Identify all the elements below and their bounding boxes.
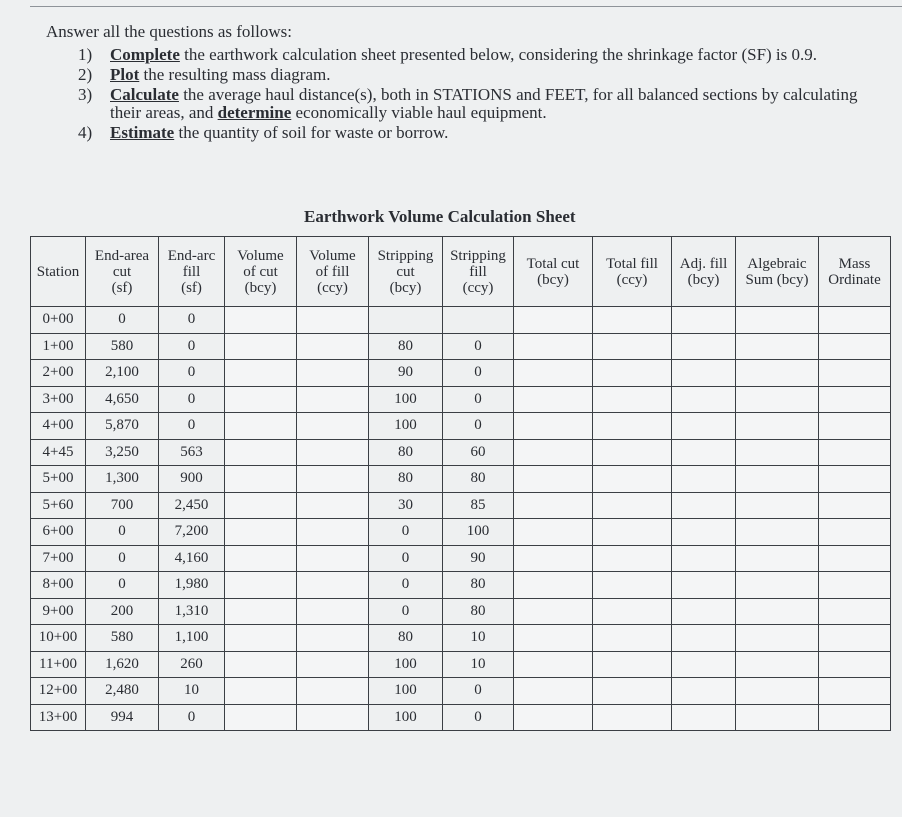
cell-cut: 994	[86, 704, 159, 731]
cell-station: 9+00	[31, 598, 86, 625]
empty-cell	[297, 598, 369, 625]
empty-cell	[225, 572, 297, 599]
empty-cell	[672, 678, 736, 705]
cell-station: 6+00	[31, 519, 86, 546]
empty-cell	[819, 386, 891, 413]
empty-cell	[593, 439, 672, 466]
cell-cut: 580	[86, 625, 159, 652]
question-keyword: Estimate	[110, 123, 175, 142]
cell-strip-cut: 90	[369, 360, 443, 387]
empty-cell	[593, 360, 672, 387]
column-header	[297, 237, 369, 307]
empty-cell	[672, 651, 736, 678]
table-row	[31, 439, 891, 466]
empty-cell	[819, 333, 891, 360]
empty-cell	[225, 598, 297, 625]
cell-cut: 1,300	[86, 466, 159, 493]
cell-cut: 4,650	[86, 386, 159, 413]
empty-cell	[225, 413, 297, 440]
empty-cell	[593, 492, 672, 519]
empty-cell	[225, 333, 297, 360]
cell-fill: 10	[159, 678, 225, 705]
empty-cell	[225, 307, 297, 334]
instructions-intro: Answer all the questions as follows:	[46, 22, 292, 41]
table-row	[31, 598, 891, 625]
cell-strip-fill: 0	[443, 704, 514, 731]
empty-cell	[297, 492, 369, 519]
cell-fill: 1,100	[159, 625, 225, 652]
question-text: the average haul distance(s), both in STATIONS and FEET, for all balanced sections by calculating their areas, and	[110, 85, 858, 122]
empty-cell	[672, 360, 736, 387]
empty-cell	[297, 625, 369, 652]
cell-fill: 0	[159, 307, 225, 334]
empty-cell	[819, 466, 891, 493]
empty-cell	[736, 360, 819, 387]
empty-cell	[225, 545, 297, 572]
cell-strip-fill: 90	[443, 545, 514, 572]
column-header-line: (bcy)	[537, 271, 569, 288]
empty-cell	[514, 360, 593, 387]
empty-cell	[514, 307, 593, 334]
cell-strip-cut	[369, 307, 443, 334]
empty-cell	[819, 492, 891, 519]
empty-cell	[593, 545, 672, 572]
cell-fill: 4,160	[159, 545, 225, 572]
column-header-line: Total cut	[526, 255, 580, 272]
column-header-line: Sum (bcy)	[745, 271, 809, 288]
column-header-line: of fill	[315, 263, 350, 280]
column-header	[819, 237, 891, 307]
column-header-line: Mass	[838, 255, 871, 272]
cell-station: 0+00	[31, 307, 86, 334]
table-row	[31, 413, 891, 440]
table-row	[31, 333, 891, 360]
empty-cell	[514, 413, 593, 440]
empty-cell	[514, 678, 593, 705]
empty-cell	[672, 386, 736, 413]
empty-cell	[736, 492, 819, 519]
empty-cell	[514, 333, 593, 360]
top-rule	[30, 6, 902, 7]
cell-station: 4+45	[31, 439, 86, 466]
table-row	[31, 386, 891, 413]
column-header-line: (bcy)	[687, 271, 720, 288]
empty-cell	[514, 386, 593, 413]
question-keyword-2: determine	[217, 103, 292, 122]
cell-fill: 0	[159, 333, 225, 360]
table-body	[31, 307, 891, 731]
empty-cell	[297, 545, 369, 572]
cell-cut: 580	[86, 333, 159, 360]
empty-cell	[297, 704, 369, 731]
cell-station: 2+00	[31, 360, 86, 387]
empty-cell	[819, 439, 891, 466]
cell-strip-fill: 85	[443, 492, 514, 519]
cell-fill: 2,450	[159, 492, 225, 519]
empty-cell	[514, 572, 593, 599]
empty-cell	[297, 466, 369, 493]
empty-cell	[819, 625, 891, 652]
column-header	[159, 237, 225, 307]
cell-strip-fill: 80	[443, 572, 514, 599]
column-header	[672, 237, 736, 307]
column-header-line: Volume	[237, 247, 284, 264]
empty-cell	[819, 572, 891, 599]
empty-cell	[297, 333, 369, 360]
empty-cell	[736, 307, 819, 334]
cell-station: 1+00	[31, 333, 86, 360]
cell-strip-cut: 0	[369, 572, 443, 599]
empty-cell	[593, 704, 672, 731]
table-row	[31, 678, 891, 705]
empty-cell	[736, 598, 819, 625]
empty-cell	[297, 678, 369, 705]
question-2	[78, 66, 878, 84]
question-4	[78, 124, 878, 142]
empty-cell	[672, 625, 736, 652]
empty-cell	[514, 625, 593, 652]
empty-cell	[225, 625, 297, 652]
cell-strip-fill: 0	[443, 333, 514, 360]
empty-cell	[593, 386, 672, 413]
empty-cell	[672, 598, 736, 625]
cell-strip-cut: 80	[369, 333, 443, 360]
empty-cell	[514, 439, 593, 466]
empty-cell	[514, 598, 593, 625]
table-row	[31, 651, 891, 678]
cell-cut: 2,100	[86, 360, 159, 387]
column-header-line: (bcy)	[244, 279, 277, 296]
empty-cell	[672, 519, 736, 546]
cell-strip-cut: 0	[369, 598, 443, 625]
column-header	[369, 237, 443, 307]
table-row	[31, 492, 891, 519]
empty-cell	[593, 333, 672, 360]
empty-cell	[297, 360, 369, 387]
cell-station: 13+00	[31, 704, 86, 731]
cell-strip-cut: 100	[369, 413, 443, 440]
empty-cell	[514, 492, 593, 519]
cell-strip-fill	[443, 307, 514, 334]
empty-cell	[225, 466, 297, 493]
cell-cut: 700	[86, 492, 159, 519]
empty-cell	[819, 360, 891, 387]
cell-strip-fill: 0	[443, 413, 514, 440]
cell-strip-fill: 10	[443, 651, 514, 678]
empty-cell	[819, 307, 891, 334]
empty-cell	[593, 519, 672, 546]
cell-strip-cut: 30	[369, 492, 443, 519]
empty-cell	[593, 651, 672, 678]
empty-cell	[736, 439, 819, 466]
table-header	[31, 237, 891, 307]
empty-cell	[593, 307, 672, 334]
empty-cell	[819, 545, 891, 572]
column-header-line: Station	[36, 263, 80, 280]
empty-cell	[819, 704, 891, 731]
empty-cell	[736, 572, 819, 599]
cell-cut: 5,870	[86, 413, 159, 440]
cell-strip-cut: 0	[369, 545, 443, 572]
question-text: the quantity of soil for waste or borrow.	[174, 123, 449, 142]
empty-cell	[514, 466, 593, 493]
column-header	[514, 237, 593, 307]
column-header-line: (bcy)	[389, 279, 422, 296]
question-number: 1)	[78, 45, 93, 64]
sheet-title: Earthwork Volume Calculation Sheet	[304, 207, 576, 226]
column-header	[736, 237, 819, 307]
column-header-line: Stripping	[377, 247, 434, 264]
column-header-line: Total fill	[606, 255, 658, 272]
empty-cell	[819, 413, 891, 440]
cell-fill: 0	[159, 413, 225, 440]
table-row	[31, 360, 891, 387]
column-header-line: Adj. fill	[679, 255, 728, 272]
column-header	[86, 237, 159, 307]
column-header-line: (sf)	[111, 279, 133, 296]
empty-cell	[593, 572, 672, 599]
empty-cell	[736, 704, 819, 731]
empty-cell	[225, 360, 297, 387]
empty-cell	[297, 519, 369, 546]
column-header-line: fill	[469, 263, 487, 280]
column-header-line: cut	[112, 263, 132, 280]
column-header	[225, 237, 297, 307]
cell-strip-fill: 10	[443, 625, 514, 652]
table-row	[31, 466, 891, 493]
table-row	[31, 625, 891, 652]
question-list	[78, 46, 878, 144]
empty-cell	[736, 466, 819, 493]
question-number: 2)	[78, 65, 93, 84]
cell-cut: 200	[86, 598, 159, 625]
cell-strip-fill: 0	[443, 360, 514, 387]
column-header-line: (sf)	[181, 279, 202, 296]
cell-fill: 7,200	[159, 519, 225, 546]
column-header-line: Ordinate	[828, 271, 881, 288]
cell-cut: 0	[86, 572, 159, 599]
question-number: 3)	[78, 85, 93, 104]
cell-strip-cut: 100	[369, 386, 443, 413]
empty-cell	[672, 307, 736, 334]
column-header-line: Stripping	[450, 247, 506, 264]
empty-cell	[225, 678, 297, 705]
cell-cut: 0	[86, 307, 159, 334]
question-3	[78, 86, 878, 122]
question-text: the resulting mass diagram.	[139, 65, 331, 84]
cell-station: 8+00	[31, 572, 86, 599]
empty-cell	[225, 519, 297, 546]
empty-cell	[672, 413, 736, 440]
column-header-line: fill	[182, 263, 201, 280]
question-number: 4)	[78, 123, 93, 142]
cell-cut: 3,250	[86, 439, 159, 466]
empty-cell	[819, 598, 891, 625]
empty-cell	[736, 413, 819, 440]
column-header	[593, 237, 672, 307]
cell-strip-cut: 0	[369, 519, 443, 546]
column-header-line: of cut	[243, 263, 278, 280]
empty-cell	[225, 386, 297, 413]
cell-fill: 1,310	[159, 598, 225, 625]
column-header	[31, 237, 86, 307]
cell-strip-cut: 80	[369, 439, 443, 466]
cell-fill: 900	[159, 466, 225, 493]
empty-cell	[593, 466, 672, 493]
empty-cell	[593, 413, 672, 440]
cell-strip-cut: 100	[369, 678, 443, 705]
empty-cell	[672, 466, 736, 493]
empty-cell	[514, 704, 593, 731]
question-1	[78, 46, 878, 64]
table-row	[31, 519, 891, 546]
question-keyword: Complete	[110, 45, 180, 64]
empty-cell	[225, 492, 297, 519]
cell-strip-fill: 60	[443, 439, 514, 466]
column-header-line: (ccy)	[462, 279, 494, 296]
cell-station: 5+60	[31, 492, 86, 519]
column-header-line: cut	[396, 263, 415, 280]
cell-fill: 1,980	[159, 572, 225, 599]
empty-cell	[297, 651, 369, 678]
empty-cell	[736, 519, 819, 546]
cell-cut: 0	[86, 519, 159, 546]
cell-station: 3+00	[31, 386, 86, 413]
column-header-line: End-area	[94, 247, 150, 264]
cell-station: 7+00	[31, 545, 86, 572]
empty-cell	[736, 333, 819, 360]
empty-cell	[819, 519, 891, 546]
cell-station: 5+00	[31, 466, 86, 493]
empty-cell	[672, 439, 736, 466]
cell-fill: 0	[159, 704, 225, 731]
empty-cell	[672, 572, 736, 599]
empty-cell	[672, 333, 736, 360]
cell-fill: 260	[159, 651, 225, 678]
cell-strip-fill: 80	[443, 466, 514, 493]
column-header-line: Volume	[309, 247, 356, 264]
empty-cell	[225, 704, 297, 731]
empty-cell	[225, 651, 297, 678]
column-header-line: (ccy)	[317, 279, 348, 296]
empty-cell	[736, 651, 819, 678]
cell-strip-cut: 100	[369, 651, 443, 678]
table-row	[31, 704, 891, 731]
empty-cell	[297, 307, 369, 334]
cell-station: 10+00	[31, 625, 86, 652]
empty-cell	[819, 678, 891, 705]
empty-cell	[514, 545, 593, 572]
empty-cell	[736, 386, 819, 413]
cell-station: 4+00	[31, 413, 86, 440]
empty-cell	[736, 678, 819, 705]
empty-cell	[593, 678, 672, 705]
empty-cell	[672, 545, 736, 572]
empty-cell	[297, 386, 369, 413]
cell-strip-fill: 80	[443, 598, 514, 625]
column-header-line: End-arc	[167, 247, 216, 264]
cell-cut: 1,620	[86, 651, 159, 678]
earthwork-table	[30, 236, 891, 731]
empty-cell	[297, 413, 369, 440]
cell-fill: 563	[159, 439, 225, 466]
table-row	[31, 572, 891, 599]
cell-fill: 0	[159, 360, 225, 387]
question-text-2: economically viable haul equipment.	[291, 103, 547, 122]
cell-strip-cut: 80	[369, 466, 443, 493]
empty-cell	[514, 519, 593, 546]
empty-cell	[514, 651, 593, 678]
empty-cell	[736, 545, 819, 572]
cell-cut: 2,480	[86, 678, 159, 705]
cell-strip-fill: 100	[443, 519, 514, 546]
question-keyword: Calculate	[110, 85, 179, 104]
question-keyword: Plot	[110, 65, 140, 84]
empty-cell	[593, 598, 672, 625]
empty-cell	[593, 625, 672, 652]
empty-cell	[736, 625, 819, 652]
cell-strip-fill: 0	[443, 678, 514, 705]
empty-cell	[672, 704, 736, 731]
empty-cell	[672, 492, 736, 519]
cell-station: 12+00	[31, 678, 86, 705]
cell-cut: 0	[86, 545, 159, 572]
column-header-line: Algebraic	[747, 255, 807, 272]
cell-station: 11+00	[31, 651, 86, 678]
empty-cell	[297, 439, 369, 466]
column-header-line: (ccy)	[616, 271, 648, 288]
empty-cell	[225, 439, 297, 466]
cell-strip-cut: 100	[369, 704, 443, 731]
empty-cell	[819, 651, 891, 678]
cell-strip-fill: 0	[443, 386, 514, 413]
header-row	[31, 237, 891, 307]
table-row	[31, 545, 891, 572]
column-header	[443, 237, 514, 307]
question-text: the earthwork calculation sheet presented below, considering the shrinkage factor (SF) is 0.9.	[179, 45, 818, 64]
cell-fill: 0	[159, 386, 225, 413]
cell-strip-cut: 80	[369, 625, 443, 652]
empty-cell	[297, 572, 369, 599]
table-row	[31, 307, 891, 334]
